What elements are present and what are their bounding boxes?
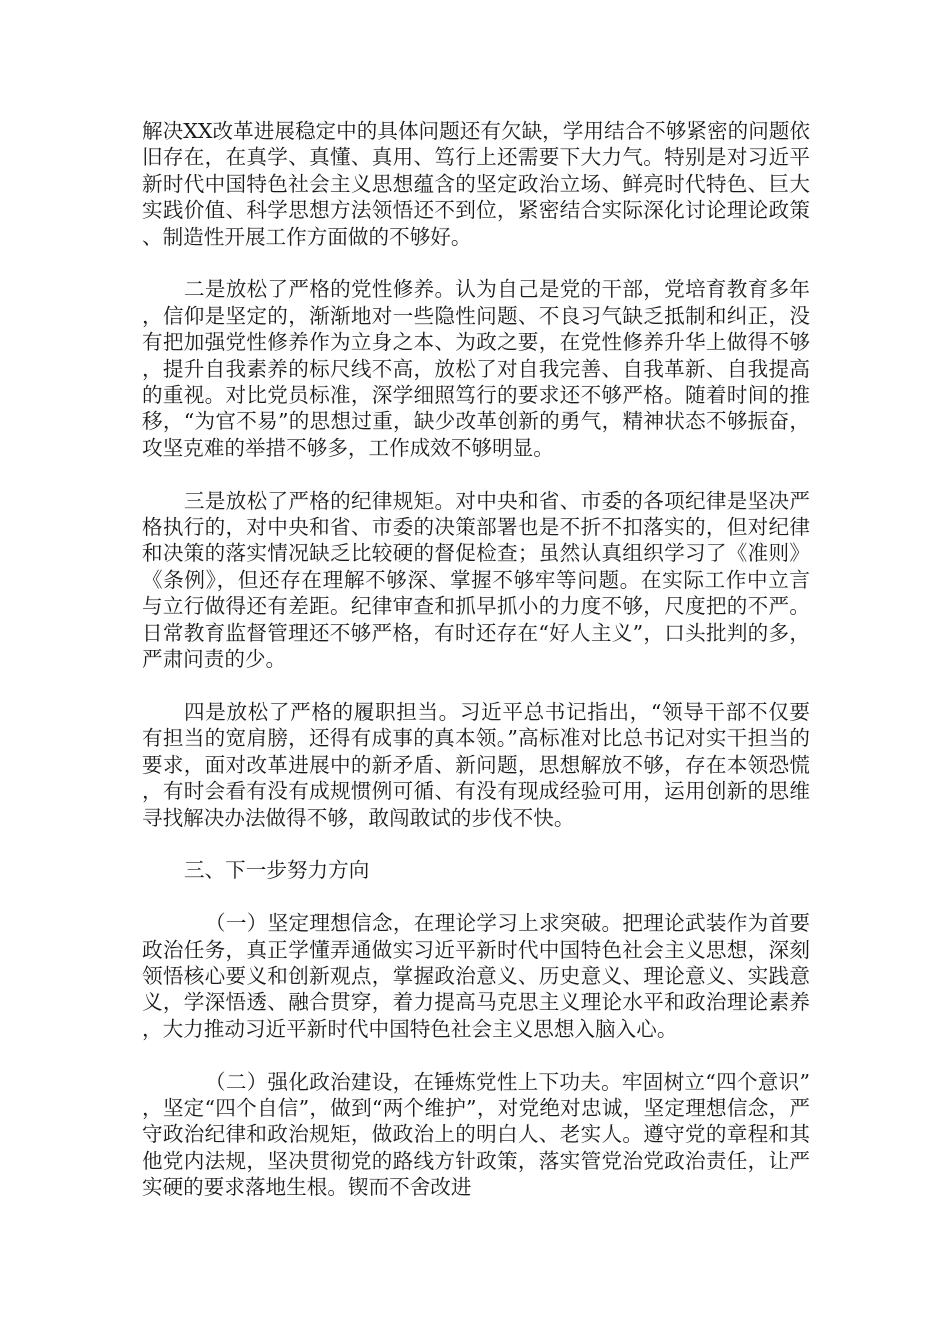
paragraph-point-4: 四是放松了严格的履职担当。习近平总书记指出，“领导干部不仅要有担当的宽肩膀，还得有成事的真本领。”高标准对比总书记对实干担当的要求，面对改革进展中的新矛盾、新问题，思想解放不够，存在本领恐慌，有时会看有没有成规惯例可循、有没有现成经验可用，运用创新的思维寻找解决办法做得不够，敢闯敢试的步伐不快。 (142, 699, 810, 830)
paragraph-measure-1: （一）坚定理想信念，在理论学习上求突破。把理论武装作为首要政治任务，真正学懂弄通做实习近平新时代中国特色社会主义思想，深刻领悟核心要义和创新观点，掌握政治意义、历史意义、理论意义、实践意义，学深悟透、融合贯穿，着力提高马克思主义理论水平和政治理论素养，大力推动习近平新时代中国特色社会主义思想入脑入心。 (142, 911, 810, 1041)
paragraph-measure-2: （二）强化政治建设，在锤炼党性上下功夫。牢固树立“四个意识”，坚定“四个自信”，做到“两个维护”，对党绝对忠诚，坚定理想信念，严守政治纪律和政治规矩，做政治上的明白人、老实人。遵守党的章程和其他党内法规，坚决贯彻党的路线方针政策，落实管党治党政治责任，让严实硬的要求落地生根。锲而不舍改进 (142, 1069, 810, 1200)
section-heading: 三、下一步努力方向 (184, 858, 370, 883)
paragraph-point-2: 二是放松了严格的党性修养。认为自己是党的干部，党培育教育多年，信仰是坚定的，渐渐地对一些隐性问题、不良习气缺乏抵制和纠正，没有把加强党性修养作为立身之本、为政之要，在党性修养升华上做得不够，提升自我素养的标尺线不高，放松了对自我完善、自我革新、自我提高的重视。对比党员标准，深学细照笃行的要求还不够严格。随着时间的推移，“为官不易”的思想过重，缺少改革创新的勇气，精神状态不够振奋，攻坚克难的举措不够多，工作成效不够明显。 (142, 277, 810, 460)
paragraph-point-3: 三是放松了严格的纪律规矩。对中央和省、市委的各项纪律是坚决严格执行的，对中央和省、市委的决策部署也是不折不扣落实的，但对纪律和决策的落实情况缺乏比较硬的督促检查；虽然认真组织学习了《准则》《条例》，但还存在理解不够深、掌握不够牢等问题。在实际工作中立言与立行做得还有差距。纪律审查和抓早抓小的力度不够，尺度把的不严。日常教育监督管理还不够严格，有时还存在“好人主义”，口头批判的多，严肃问责的少。 (142, 488, 810, 672)
document-page (142, 118, 810, 1201)
paragraph-continuation: 解决XX改革进展稳定中的具体问题还有欠缺，学用结合不够紧密的问题依旧存在，在真学、真懂、真用、笃行上还需要下大力气。特别是对习近平新时代中国特色社会主义思想蕴含的坚定政治立场、鲜亮时代特色、巨大实践价值、科学思想方法领悟还不到位，紧密结合实际深化讨论理论政策、制造性开展工作方面做的不够好。 (142, 119, 810, 249)
